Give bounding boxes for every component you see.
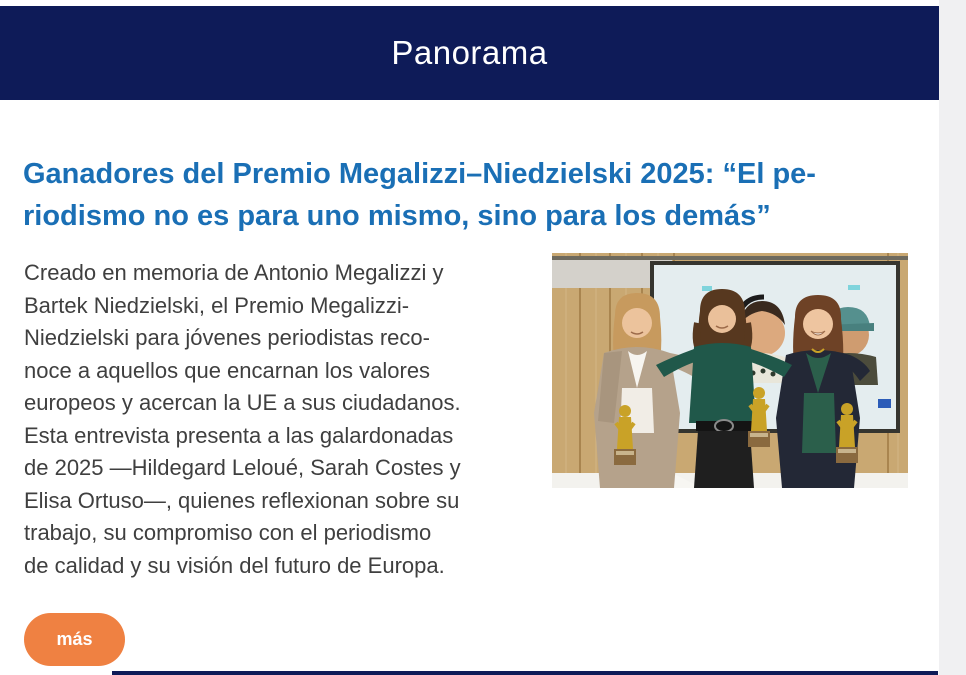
section-title: Panorama	[391, 34, 548, 71]
title-line: riodismo no es para uno mismo, sino para los demás”	[23, 200, 771, 232]
body-line: de calidad y su visión del futuro de Europa.	[24, 552, 445, 578]
photo-illustration	[552, 253, 908, 488]
body-line: Niedzielski para jóvenes periodistas reco-	[24, 325, 430, 350]
article-body	[24, 257, 539, 582]
next-section-top-strip	[112, 671, 938, 675]
more-button[interactable]	[24, 613, 125, 666]
body-line: de 2025 —Hildegard Leloué, Sarah Costes y	[24, 455, 461, 480]
body-line: Esta entrevista presenta a las galardonadas	[24, 422, 454, 448]
body-line: Bartek Niedzielski, el Premio Megalizzi-	[24, 292, 410, 318]
body-line: Creado en memoria de Antonio Megalizzi y	[24, 260, 444, 285]
body-line: trabajo, su compromiso con el periodismo	[24, 520, 432, 545]
section-header	[0, 6, 939, 100]
title-line: Ganadores del Premio Megalizzi–Niedzielski 2025: “El pe-	[23, 158, 816, 190]
body-line: noce a aquellos que encarnan los valores	[24, 357, 431, 383]
article-photo[interactable]	[552, 253, 908, 488]
right-gutter	[939, 0, 966, 675]
article-title[interactable]	[23, 153, 903, 237]
body-line: Elisa Ortuso—, quienes reflexionan sobre su	[24, 487, 460, 513]
more-button-label: más	[56, 629, 93, 649]
body-line: europeos y acercan la UE a sus ciudadanos.	[24, 390, 461, 415]
